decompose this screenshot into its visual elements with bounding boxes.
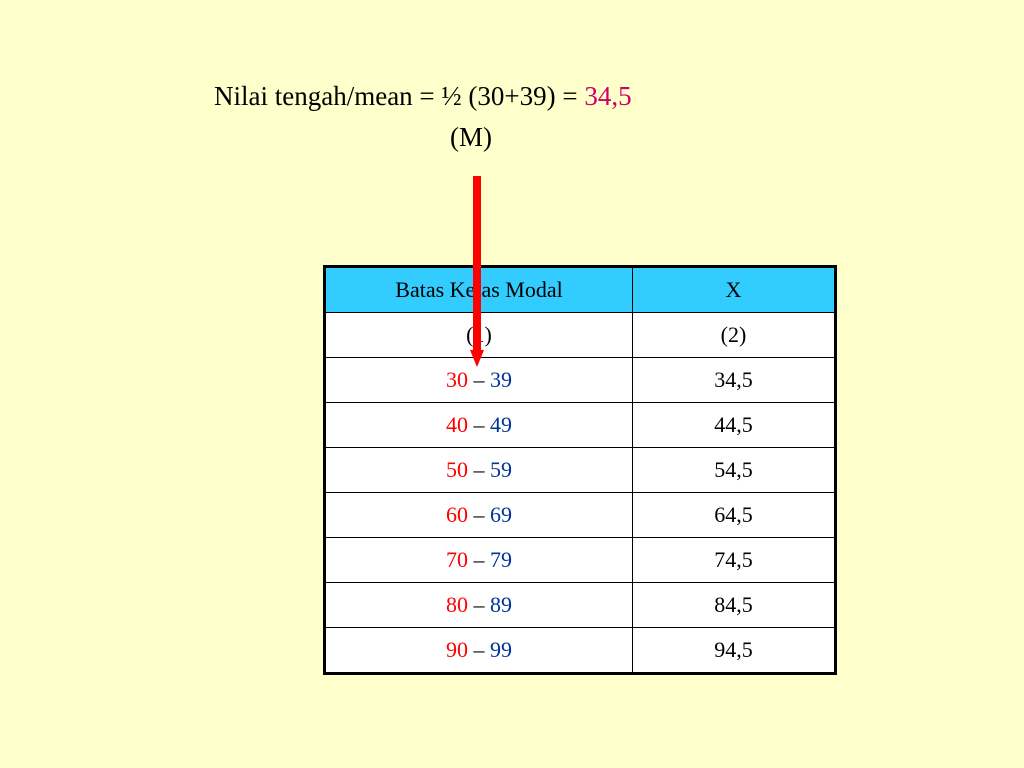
table-row <box>325 628 836 674</box>
upper-limit: 49 <box>490 412 512 437</box>
midpoint-cell: 34,5 <box>633 358 836 403</box>
table-row <box>325 538 836 583</box>
table-row <box>325 493 836 538</box>
lower-limit: 80 <box>446 592 468 617</box>
formula-text: Nilai tengah/mean = ½ (30+39) = <box>214 81 585 111</box>
table-row <box>325 448 836 493</box>
upper-limit: 59 <box>490 457 512 482</box>
class-interval-cell <box>325 493 633 538</box>
midpoint-cell: 64,5 <box>633 493 836 538</box>
upper-limit: 99 <box>490 637 512 662</box>
modal-class-table <box>323 265 837 675</box>
class-interval-cell <box>325 448 633 493</box>
lower-limit: 70 <box>446 547 468 572</box>
midpoint-cell: 94,5 <box>633 628 836 674</box>
lower-limit: 90 <box>446 637 468 662</box>
range-separator: – <box>468 637 490 662</box>
upper-limit: 69 <box>490 502 512 527</box>
midpoint-cell: 54,5 <box>633 448 836 493</box>
mean-symbol: (M) <box>450 122 492 152</box>
class-interval-cell <box>325 583 633 628</box>
range-separator: – <box>468 412 490 437</box>
column-number-1: (1) <box>325 313 633 358</box>
range-separator: – <box>468 592 490 617</box>
table-row <box>325 583 836 628</box>
upper-limit: 39 <box>490 367 512 392</box>
upper-limit: 89 <box>490 592 512 617</box>
column-number-row <box>325 313 836 358</box>
mean-formula <box>214 80 632 112</box>
formula-result: 34,5 <box>584 81 632 111</box>
table-header-row <box>325 267 836 313</box>
header-batas-kelas-modal: Batas Kelas Modal <box>325 267 633 313</box>
lower-limit: 30 <box>446 367 468 392</box>
midpoint-cell: 44,5 <box>633 403 836 448</box>
lower-limit: 50 <box>446 457 468 482</box>
lower-limit: 40 <box>446 412 468 437</box>
range-separator: – <box>468 367 490 392</box>
class-interval-cell <box>325 628 633 674</box>
upper-limit: 79 <box>490 547 512 572</box>
midpoint-cell: 74,5 <box>633 538 836 583</box>
range-separator: – <box>468 547 490 572</box>
column-number-2: (2) <box>633 313 836 358</box>
class-interval-cell <box>325 358 633 403</box>
lower-limit: 60 <box>446 502 468 527</box>
header-x: X <box>633 267 836 313</box>
range-separator: – <box>468 502 490 527</box>
table-row <box>325 403 836 448</box>
table-row <box>325 358 836 403</box>
class-interval-cell <box>325 538 633 583</box>
range-separator: – <box>468 457 490 482</box>
class-interval-cell <box>325 403 633 448</box>
midpoint-cell: 84,5 <box>633 583 836 628</box>
